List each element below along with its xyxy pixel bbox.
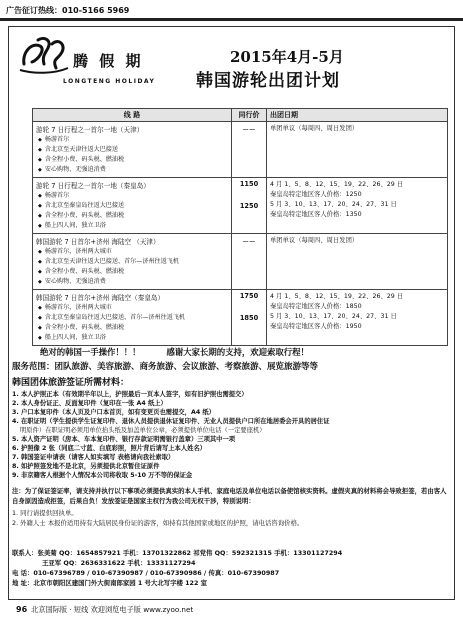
price-cell: －－ <box>232 234 267 290</box>
list-item: ◆ 船上四人间，独立卫浴 <box>38 334 106 341</box>
page-title: 韩国游轮出团计划 <box>196 71 340 91</box>
route-title: 游轮 7 日行程之一首尔一地（秦皇岛） <box>36 182 150 190</box>
route-title: 韩国游轮 7 日首尔+济州 海陆空（秦皇岛） <box>36 294 165 302</box>
list-item: 2. 外籍人士 本报价适用持有大陆居民身份证的游客，如持有其他国家或地区的护照，请电话咨询价格。 <box>12 518 304 527</box>
footer-text: 北京国际版 · 短线 欢迎浏览电子版 www.zyoo.net <box>31 605 194 614</box>
bullet-icon: ◆ <box>38 137 42 143</box>
materials-list <box>12 390 452 480</box>
page-number: 96 <box>16 605 28 614</box>
bullet-icon: ◆ <box>38 315 42 321</box>
contact-block <box>12 548 452 588</box>
routes-table <box>32 108 448 346</box>
header-dates: 出团日期 <box>267 109 448 122</box>
table-row <box>33 234 448 290</box>
price-cell: 1150 1250 <box>232 178 267 234</box>
bullet-icon: ◆ <box>38 157 42 163</box>
route-cell <box>33 178 232 234</box>
note-list <box>12 509 452 528</box>
list-item: ◆ 安心购物、无强迫消费 <box>38 166 106 173</box>
list-item: ◆ 畅游首尔、济州两大城市 <box>38 304 112 311</box>
logo-brush-mark-icon <box>18 34 70 76</box>
list-item: 3. 户口本复印件（本人页及户口本首页，如有变更页也需提交，A4 纸） <box>12 409 216 416</box>
list-item: ◆ 含全程小费、码头税、燃油税 <box>38 156 125 163</box>
header-route: 线 路 <box>33 109 232 122</box>
bullet-icon: ◆ <box>38 249 42 255</box>
ad-hotline: 广告征订热线：010-5166 5969 <box>6 6 130 15</box>
list-item: ◆ 船上四人间，独立卫浴 <box>38 222 106 229</box>
bullet-icon: ◆ <box>38 213 42 219</box>
contact-row-1: 联系人：张美菊 QQ：1654857921 手机：13701322862 祁党伟 QQ：592321315 手机：13301127294 <box>12 549 343 557</box>
logo <box>18 34 168 90</box>
dates-cell: 单团单议（每周四、周日发团） <box>267 234 448 290</box>
list-item: 4. 在职证明（学生提供学生证复印件、退休人员提供退休证复印件、无业人员提供户口所在地居委会开具的居住证 <box>12 418 330 425</box>
list-item: 1. 同行请提供回执单。 <box>12 509 78 517</box>
list-item: 6. 护照像 2 张（同底二寸蓝、白底彩照，照片背后请写上本人姓名） <box>12 445 207 452</box>
bullet-icon: ◆ <box>38 269 42 275</box>
list-item: ◆ 含全程小费、码头税、燃油税 <box>38 324 125 331</box>
list-item: 1. 本人护照正本（有效期半年以上，护照最后一页本人签字，如有旧护照也需提交） <box>12 391 248 398</box>
slogan-part-2: 感谢大家长期的支持，欢迎索取行程！ <box>166 347 309 357</box>
table-row <box>33 178 448 234</box>
list-item: ◆ 畅游首尔 <box>38 136 70 143</box>
materials-title: 韩国团体旅游签证所需材料： <box>12 378 130 388</box>
logo-chinese-name: 腾 假 期 <box>73 52 144 70</box>
list-item: ◆ 含全程小费、码头税、燃油税 <box>38 212 125 219</box>
price-cell: 1750 1850 <box>232 290 267 346</box>
dates-cell: 单团单议（每周四、周日发团） <box>267 122 448 178</box>
table-header-row <box>33 109 448 122</box>
list-item: ◆ 含全程小费、码头税、燃油税 <box>38 268 125 275</box>
route-cell <box>33 290 232 346</box>
route-title: 韩国游轮 7 日首尔+济州 海陆空 （天津） <box>36 238 160 246</box>
bullet-icon: ◆ <box>38 203 42 209</box>
bullet-icon: ◆ <box>38 279 42 285</box>
price-cell: －－ <box>232 122 267 178</box>
list-item: 7. 韩国签证申请表（请客人如实填写 表格请向我社索取） <box>12 454 175 461</box>
list-item: ◆ 含北京至天津往返大巴接送 <box>38 146 118 153</box>
dates-cell: 4 月 1、5、8、12、15、19、22、26、29 日 秦皇岛特定地区客人价格：1850 5 月 3、10、13、17、20、24、27、31 日 秦皇岛特定地区客人价格：1950 <box>267 290 448 346</box>
list-item: ◆ 含北京至秦皇岛往返大巴接送、首尔—济州往返飞机 <box>38 314 186 321</box>
header-price: 同行价 <box>232 109 267 122</box>
list-item: ◆ 安心购物、无强迫消费 <box>38 278 106 285</box>
list-item: ◆ 含北京至秦皇岛往返大巴接送 <box>38 202 125 209</box>
list-item: ◆ 含北京至天津往返大巴接送、首尔—济州往返飞机 <box>38 258 179 265</box>
list-item: ◆ 畅游首尔 <box>38 192 70 199</box>
slogan-part-1: 绝对的韩国一手操作！！！ <box>40 347 141 357</box>
list-item: 8. 如护照签发地不是北京，另须提供北京暂住证原件 <box>12 463 160 470</box>
visa-note: 注：为了保证签证率，请支持并执行以下事项必须提供真实的本人手机、家庭电话及单位电话以备使馆核实资料。虚假夹真的材料将会导致拒签，若由客人自身原因造成拒签，后果自负！发放签证是国家主权行为我公司无权干涉，特别说明： <box>12 487 447 505</box>
route-cell <box>33 122 232 178</box>
list-item-continuation: 明原件）在职证明必须用单位抬头纸及加盖单位公章，必须提供单位电话（一定要座机） <box>20 427 266 434</box>
list-item: 2. 本人身份证正、反面复印件（复印在一张 A4 纸上） <box>12 400 167 407</box>
title-date: 2015年4月-5月 <box>230 48 344 66</box>
slogan <box>40 346 460 358</box>
page-footer <box>16 605 456 615</box>
top-rule <box>0 18 463 21</box>
table-row <box>33 290 448 346</box>
contact-address: 地 址：北京市朝阳区建国门外大街南郎家园 1 号大北写字楼 122 室 <box>12 579 208 587</box>
logo-english-name: LONGTENG HOLIDAY <box>63 78 156 85</box>
contact-phone: 电 话：010-67396789 / 010-67390987 / 010-67390986 / 传真：010-67390987 <box>12 569 280 577</box>
bullet-icon: ◆ <box>38 335 42 341</box>
bullet-icon: ◆ <box>38 193 42 199</box>
list-item: 9. 非京籍客人根据个人情况本公司将收取 5-10 万不等的保证金 <box>12 472 193 479</box>
route-cell <box>33 234 232 290</box>
route-title: 游轮 7 日行程之一首尔一地（天津） <box>36 126 144 134</box>
table-row <box>33 122 448 178</box>
bullet-icon: ◆ <box>38 223 42 229</box>
bullet-icon: ◆ <box>38 167 42 173</box>
service-scope: 服务范围：团队旅游、美容旅游、商务旅游、会议旅游、考察旅游、展览旅游等等 <box>12 362 319 372</box>
list-item: 5. 本人资产证明（房本、车本复印件、银行存款证明需银行盖章）三项其中一项 <box>12 436 236 443</box>
bullet-icon: ◆ <box>38 147 42 153</box>
bullet-icon: ◆ <box>38 259 42 265</box>
bullet-icon: ◆ <box>38 325 42 331</box>
list-item: ◆ 畅游首尔、济州两大城市 <box>38 248 112 255</box>
dates-cell: 4 月 1、5、8、12、15、19、22、26、29 日 秦皇岛特定地区客人价格：1250 5 月 3、10、13、17、20、24、27、31 日 秦皇岛特定地区客人价格：1350 <box>267 178 448 234</box>
contact-row-2: 王亚军 QQ：2636331622 手机：13331127294 <box>42 559 196 567</box>
bullet-icon: ◆ <box>38 305 42 311</box>
